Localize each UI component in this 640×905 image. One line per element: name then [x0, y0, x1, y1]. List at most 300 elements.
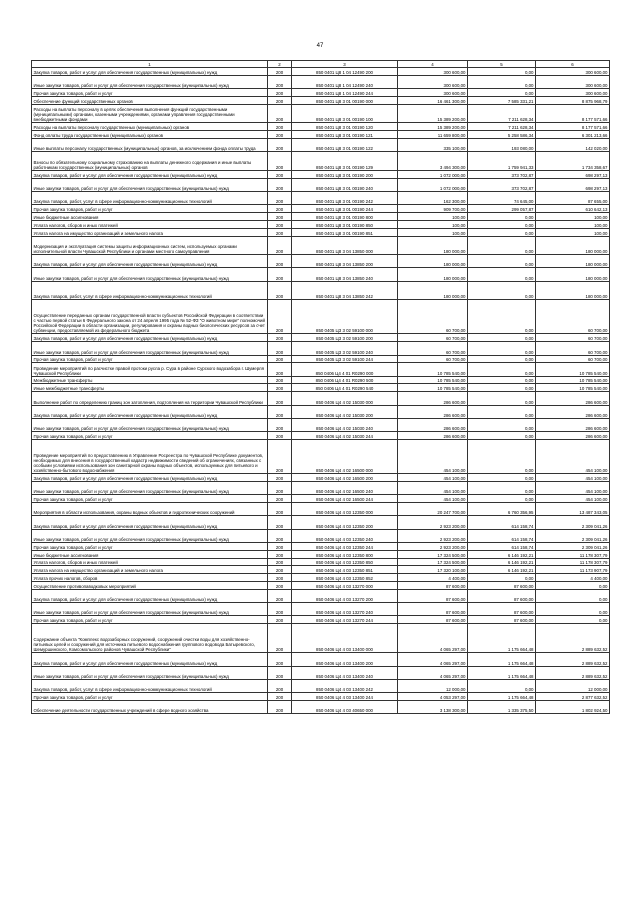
- row-code-cell: 200: [268, 431, 292, 439]
- row-kbk-cell: 850 0406 Ц4 4 03 13270 240: [292, 603, 398, 616]
- row-executed-amount-cell: 0,00: [468, 212, 536, 220]
- row-name-cell: Осуществление противопаводковых мероприятий: [32, 582, 268, 590]
- row-approved-amount-cell: 60 700,00: [398, 300, 468, 334]
- row-name-cell: Уплата прочих налогов, сборов: [32, 574, 268, 582]
- row-kbk-cell: 850 0401 Ц8 3 04 13850 240: [292, 268, 398, 281]
- row-kbk-cell: 850 0406 Ц4 4 03 13400 000: [292, 624, 398, 653]
- row-executed-amount-cell: 0,00: [468, 255, 536, 268]
- row-approved-amount-cell: 17 320 100,00: [398, 566, 468, 574]
- row-kbk-cell: 850 0401 Ц8 3 01 00190 121: [292, 131, 398, 139]
- header-cell: 4: [398, 61, 468, 68]
- row-approved-amount-cell: 1 072 000,00: [398, 178, 468, 191]
- row-executed-amount-cell: 0,00: [468, 431, 536, 439]
- row-unexecuted-amount-cell: 0,00: [536, 616, 610, 624]
- row-approved-amount-cell: 286 600,00: [398, 418, 468, 431]
- row-code-cell: 200: [268, 191, 292, 204]
- table-row: [32, 104, 610, 123]
- row-code-cell: 200: [268, 363, 292, 376]
- row-unexecuted-amount-cell: 8 177 571,66: [536, 104, 610, 123]
- row-name-cell: Иные закупки товаров, работ и услуг для обеспечения государственных (муниципальных) нужд: [32, 529, 268, 542]
- table-row: [32, 503, 610, 516]
- row-executed-amount-cell: 0,00: [468, 334, 536, 342]
- row-approved-amount-cell: 10 785 540,00: [398, 376, 468, 384]
- row-unexecuted-amount-cell: 11 178 307,79: [536, 558, 610, 566]
- table-header-row: [32, 61, 610, 68]
- row-code-cell: 200: [268, 342, 292, 355]
- row-code-cell: 200: [268, 516, 292, 529]
- table-row: [32, 558, 610, 566]
- table-row: [32, 418, 610, 431]
- row-unexecuted-amount-cell: 286 600,00: [536, 392, 610, 405]
- row-kbk-cell: 850 0401 Ц8 3 01 00190 800: [292, 212, 398, 220]
- row-unexecuted-amount-cell: 2 889 632,52: [536, 624, 610, 653]
- row-unexecuted-amount-cell: 2 877 632,52: [536, 693, 610, 701]
- row-kbk-cell: 850 0406 Ц4 4 03 12350 000: [292, 503, 398, 516]
- row-unexecuted-amount-cell: 454 100,00: [536, 439, 610, 473]
- table-row: [32, 236, 610, 255]
- row-executed-amount-cell: 0,00: [468, 89, 536, 97]
- row-executed-amount-cell: 0,00: [468, 392, 536, 405]
- row-name-cell: Иные бюджетные ассигнования: [32, 550, 268, 558]
- table-row: [32, 574, 610, 582]
- row-code-cell: 200: [268, 616, 292, 624]
- table-row: [32, 516, 610, 529]
- row-unexecuted-amount-cell: 286 600,00: [536, 405, 610, 418]
- row-unexecuted-amount-cell: 180 000,00: [536, 255, 610, 268]
- row-kbk-cell: 850 0401 Ц8 1 04 12490 240: [292, 75, 398, 88]
- row-kbk-cell: 850 0406 Ц4 4 03 13400 240: [292, 666, 398, 679]
- row-name-cell: Иные закупки товаров, работ и услуг для обеспечения государственных (муниципальных) нужд: [32, 418, 268, 431]
- table-row: [32, 700, 610, 713]
- row-approved-amount-cell: 2 923 200,00: [398, 542, 468, 550]
- row-name-cell: Закупка товаров, работ и услуг для обеспечения государственных (муниципальных) нужд: [32, 590, 268, 603]
- header-cell: 5: [468, 61, 536, 68]
- row-code-cell: 200: [268, 384, 292, 392]
- row-kbk-cell: 850 0406 Ц4 4 03 12350 850: [292, 558, 398, 566]
- row-executed-amount-cell: 0,00: [468, 281, 536, 300]
- row-code-cell: 200: [268, 96, 292, 104]
- row-code-cell: 200: [268, 590, 292, 603]
- row-approved-amount-cell: 2 923 200,00: [398, 529, 468, 542]
- table-row: [32, 220, 610, 228]
- row-unexecuted-amount-cell: 11 178 307,79: [536, 550, 610, 558]
- row-name-cell: Мероприятия в области использования, охраны водных объектов и гидротехнических сооружений: [32, 503, 268, 516]
- row-kbk-cell: 850 0406 Ц4 4 02 15030 240: [292, 418, 398, 431]
- row-executed-amount-cell: 74 645,00: [468, 191, 536, 204]
- row-code-cell: 200: [268, 582, 292, 590]
- row-kbk-cell: 850 0401 Ц8 3 04 13850 000: [292, 236, 398, 255]
- table-row: [32, 550, 610, 558]
- row-unexecuted-amount-cell: 286 600,00: [536, 418, 610, 431]
- row-approved-amount-cell: 300 600,00: [398, 89, 468, 97]
- row-code-cell: 200: [268, 439, 292, 473]
- row-code-cell: 200: [268, 212, 292, 220]
- row-executed-amount-cell: 87 600,00: [468, 590, 536, 603]
- row-unexecuted-amount-cell: 180 000,00: [536, 236, 610, 255]
- row-executed-amount-cell: 614 158,74: [468, 542, 536, 550]
- row-approved-amount-cell: 454 100,00: [398, 482, 468, 495]
- row-kbk-cell: 850 0401 Ц8 3 01 00190 851: [292, 228, 398, 236]
- row-executed-amount-cell: 0,00: [468, 268, 536, 281]
- table-row: [32, 281, 610, 300]
- row-code-cell: 200: [268, 542, 292, 550]
- row-kbk-cell: 850 0406 Ц4 4 02 15030 244: [292, 431, 398, 439]
- row-approved-amount-cell: 15 389 200,00: [398, 104, 468, 123]
- row-code-cell: 200: [268, 405, 292, 418]
- row-executed-amount-cell: 0,00: [468, 474, 536, 482]
- row-code-cell: 200: [268, 529, 292, 542]
- row-name-cell: Иные бюджетные ассигнования: [32, 212, 268, 220]
- row-executed-amount-cell: 1 175 664,48: [468, 666, 536, 679]
- row-approved-amount-cell: 10 785 540,00: [398, 384, 468, 392]
- row-approved-amount-cell: 17 324 500,00: [398, 550, 468, 558]
- row-code-cell: 200: [268, 666, 292, 679]
- row-kbk-cell: 850 0401 Ц8 3 01 00190 120: [292, 123, 398, 131]
- row-kbk-cell: 850 0401 Ц8 3 01 00190 129: [292, 152, 398, 171]
- row-kbk-cell: 850 0406 Ц4 4 03 12350 200: [292, 516, 398, 529]
- row-executed-amount-cell: 0,00: [468, 384, 536, 392]
- row-executed-amount-cell: 373 702,87: [468, 170, 536, 178]
- row-kbk-cell: 850 0406 Ц4 4 01 R0290 540: [292, 384, 398, 392]
- row-approved-amount-cell: 12 000,00: [398, 679, 468, 692]
- row-unexecuted-amount-cell: 454 100,00: [536, 495, 610, 503]
- row-name-cell: Закупка товаров, работ, услуг в сфере информационно-коммуникационных технологий: [32, 281, 268, 300]
- row-name-cell: Закупка товаров, работ и услуг для обеспечения государственных (муниципальных) нужд: [32, 255, 268, 268]
- row-approved-amount-cell: 3 138 300,00: [398, 700, 468, 713]
- row-approved-amount-cell: 17 324 500,00: [398, 558, 468, 566]
- row-code-cell: 200: [268, 236, 292, 255]
- row-unexecuted-amount-cell: 610 642,13: [536, 205, 610, 213]
- row-kbk-cell: 850 0406 Ц4 4 03 13270 000: [292, 582, 398, 590]
- table-row: [32, 355, 610, 363]
- row-unexecuted-amount-cell: 13 487 343,05: [536, 503, 610, 516]
- row-approved-amount-cell: 2 923 200,00: [398, 516, 468, 529]
- row-approved-amount-cell: 100,00: [398, 212, 468, 220]
- row-executed-amount-cell: 0,00: [468, 574, 536, 582]
- row-unexecuted-amount-cell: 10 785 540,00: [536, 384, 610, 392]
- row-name-cell: Иные закупки товаров, работ и услуг для обеспечения государственных (муниципальных) нужд: [32, 178, 268, 191]
- row-executed-amount-cell: 373 702,87: [468, 178, 536, 191]
- row-name-cell: Иные закупки товаров, работ и услуг для обеспечения государственных (муниципальных) нужд: [32, 268, 268, 281]
- row-kbk-cell: 850 0401 Ц8 1 04 12490 244: [292, 89, 398, 97]
- row-executed-amount-cell: 0,00: [468, 228, 536, 236]
- row-name-cell: Закупка товаров, работ, услуг в сфере информационно-коммуникационных технологий: [32, 191, 268, 204]
- table-row: [32, 191, 610, 204]
- row-name-cell: Уплата налога на имущество организаций и земельного налога: [32, 566, 268, 574]
- row-name-cell: Прочая закупка товаров, работ и услуг: [32, 495, 268, 503]
- row-code-cell: 200: [268, 139, 292, 152]
- table-row: [32, 342, 610, 355]
- row-name-cell: Взносы по обязательному социальному страхованию на выплаты денежного содержания и иные выплаты работникам государственных (муниципальных) органов: [32, 152, 268, 171]
- row-approved-amount-cell: 100,00: [398, 220, 468, 228]
- table-row: [32, 392, 610, 405]
- row-kbk-cell: 850 0406 Ц4 4 03 40650 000: [292, 700, 398, 713]
- row-code-cell: 200: [268, 123, 292, 131]
- row-approved-amount-cell: 180 000,00: [398, 268, 468, 281]
- row-name-cell: Модернизация и эксплуатация системы защиты информационных систем, используемых органами исполнительной власти Чувашской Республики и органами местного самоуправления: [32, 236, 268, 255]
- header-cell: 1: [32, 61, 268, 68]
- row-approved-amount-cell: 60 700,00: [398, 334, 468, 342]
- row-code-cell: 200: [268, 482, 292, 495]
- row-unexecuted-amount-cell: 100,00: [536, 220, 610, 228]
- row-executed-amount-cell: 7 211 628,34: [468, 104, 536, 123]
- row-name-cell: Закупка товаров, работ и услуг для обеспечения государственных (муниципальных) нужд: [32, 334, 268, 342]
- row-unexecuted-amount-cell: 4 400,00: [536, 574, 610, 582]
- table-row: [32, 693, 610, 701]
- row-executed-amount-cell: 7 585 331,21: [468, 96, 536, 104]
- table-row: [32, 384, 610, 392]
- row-unexecuted-amount-cell: 2 889 632,52: [536, 653, 610, 666]
- table-row: [32, 405, 610, 418]
- row-code-cell: 200: [268, 205, 292, 213]
- row-approved-amount-cell: 286 600,00: [398, 392, 468, 405]
- row-kbk-cell: 850 0406 Ц4 4 03 13400 244: [292, 693, 398, 701]
- row-executed-amount-cell: 1 335 375,50: [468, 700, 536, 713]
- table-row: [32, 603, 610, 616]
- row-unexecuted-amount-cell: 698 297,13: [536, 170, 610, 178]
- row-approved-amount-cell: 4 065 297,00: [398, 653, 468, 666]
- row-name-cell: Расходы на выплаты персоналу в целях обеспечения выполнения функций государственными (муниципальными) органами, казенными учреждениями, органами управления государственными внебюджетными фондами: [32, 104, 268, 123]
- row-unexecuted-amount-cell: 8 177 571,66: [536, 123, 610, 131]
- row-executed-amount-cell: 6 146 192,21: [468, 550, 536, 558]
- table-row: [32, 152, 610, 171]
- row-executed-amount-cell: 0,00: [468, 342, 536, 355]
- row-approved-amount-cell: 909 700,00: [398, 205, 468, 213]
- row-code-cell: 200: [268, 574, 292, 582]
- row-kbk-cell: 850 0405 Ц3 3 02 59100 000: [292, 300, 398, 334]
- row-executed-amount-cell: 0,00: [468, 418, 536, 431]
- row-code-cell: 200: [268, 693, 292, 701]
- row-kbk-cell: 850 0405 Ц3 3 02 59100 240: [292, 342, 398, 355]
- row-approved-amount-cell: 3 494 300,00: [398, 152, 468, 171]
- row-unexecuted-amount-cell: 60 700,00: [536, 342, 610, 355]
- row-executed-amount-cell: 1 175 664,48: [468, 624, 536, 653]
- row-kbk-cell: 850 0406 Ц4 4 03 12350 240: [292, 529, 398, 542]
- row-unexecuted-amount-cell: 698 297,13: [536, 178, 610, 191]
- row-unexecuted-amount-cell: 10 785 540,00: [536, 363, 610, 376]
- row-unexecuted-amount-cell: 2 309 041,26: [536, 542, 610, 550]
- row-code-cell: 200: [268, 503, 292, 516]
- table-row: [32, 495, 610, 503]
- row-executed-amount-cell: 1 175 664,48: [468, 653, 536, 666]
- row-kbk-cell: 850 0406 Ц4 4 03 12350 851: [292, 566, 398, 574]
- row-executed-amount-cell: 193 080,00: [468, 139, 536, 152]
- row-kbk-cell: 850 0401 Ц8 1 04 12490 200: [292, 68, 398, 76]
- row-name-cell: Фонд оплаты труда государственных (муниципальных) органов: [32, 131, 268, 139]
- table-row: [32, 582, 610, 590]
- row-name-cell: Закупка товаров, работ и услуг для обеспечения государственных (муниципальных) нужд: [32, 474, 268, 482]
- row-code-cell: 200: [268, 474, 292, 482]
- row-approved-amount-cell: 286 600,00: [398, 405, 468, 418]
- row-unexecuted-amount-cell: 60 700,00: [536, 334, 610, 342]
- row-approved-amount-cell: 300 600,00: [398, 75, 468, 88]
- row-name-cell: Закупка товаров, работ и услуг для обеспечения государственных (муниципальных) нужд: [32, 516, 268, 529]
- row-approved-amount-cell: 162 300,00: [398, 191, 468, 204]
- row-approved-amount-cell: 87 600,00: [398, 616, 468, 624]
- row-approved-amount-cell: 87 600,00: [398, 603, 468, 616]
- row-approved-amount-cell: 454 100,00: [398, 439, 468, 473]
- row-approved-amount-cell: 100,00: [398, 228, 468, 236]
- row-unexecuted-amount-cell: 2 889 632,52: [536, 666, 610, 679]
- table-row: [32, 139, 610, 152]
- row-kbk-cell: 850 0401 Ц8 3 01 00190 200: [292, 170, 398, 178]
- row-code-cell: 200: [268, 89, 292, 97]
- row-name-cell: Иные закупки товаров, работ и услуг для обеспечения государственных (муниципальных) нужд: [32, 75, 268, 88]
- row-code-cell: 200: [268, 68, 292, 76]
- row-approved-amount-cell: 1 072 000,00: [398, 170, 468, 178]
- table-row: [32, 439, 610, 473]
- row-unexecuted-amount-cell: 60 700,00: [536, 355, 610, 363]
- table-row: [32, 178, 610, 191]
- row-executed-amount-cell: 0,00: [468, 363, 536, 376]
- row-approved-amount-cell: 4 400,00: [398, 574, 468, 582]
- table-row: [32, 255, 610, 268]
- row-name-cell: Обеспечение деятельности государственных учреждений в сфере водного хозяйства: [32, 700, 268, 713]
- row-kbk-cell: 850 0401 Ц8 3 01 00190 242: [292, 191, 398, 204]
- row-approved-amount-cell: 180 000,00: [398, 255, 468, 268]
- row-name-cell: Расходы на выплаты персоналу государственных (муниципальных) органов: [32, 123, 268, 131]
- row-unexecuted-amount-cell: 454 100,00: [536, 482, 610, 495]
- row-code-cell: 200: [268, 75, 292, 88]
- row-approved-amount-cell: 4 065 297,00: [398, 666, 468, 679]
- table-row: [32, 566, 610, 574]
- row-name-cell: Прочая закупка товаров, работ и услуг: [32, 431, 268, 439]
- row-name-cell: Уплата налогов, сборов и иных платежей: [32, 220, 268, 228]
- row-name-cell: Иные закупки товаров, работ и услуг для обеспечения государственных (муниципальных) нужд: [32, 603, 268, 616]
- row-kbk-cell: 850 0401 Ц8 3 04 13850 242: [292, 281, 398, 300]
- row-approved-amount-cell: 286 600,00: [398, 431, 468, 439]
- row-executed-amount-cell: 614 158,74: [468, 529, 536, 542]
- row-executed-amount-cell: 0,00: [468, 75, 536, 88]
- row-code-cell: 200: [268, 152, 292, 171]
- row-executed-amount-cell: 0,00: [468, 236, 536, 255]
- row-kbk-cell: 850 0406 Ц4 4 03 13270 200: [292, 590, 398, 603]
- row-name-cell: Прочая закупка товаров, работ и услуг: [32, 616, 268, 624]
- row-kbk-cell: 850 0406 Ц4 4 01 R0290 000: [292, 363, 398, 376]
- row-kbk-cell: 850 0406 Ц4 4 02 16500 200: [292, 474, 398, 482]
- row-executed-amount-cell: 0,00: [468, 482, 536, 495]
- row-code-cell: 200: [268, 228, 292, 236]
- table-row: [32, 616, 610, 624]
- row-executed-amount-cell: 5 258 586,34: [468, 131, 536, 139]
- row-kbk-cell: 850 0401 Ц8 3 01 00190 100: [292, 104, 398, 123]
- row-name-cell: Иные межбюджетные трансферты: [32, 384, 268, 392]
- row-unexecuted-amount-cell: 10 785 540,00: [536, 376, 610, 384]
- row-executed-amount-cell: 0,00: [468, 495, 536, 503]
- row-name-cell: Прочая закупка товаров, работ и услуг: [32, 205, 268, 213]
- row-approved-amount-cell: 10 785 540,00: [398, 363, 468, 376]
- row-name-cell: Выполнение работ по определению границ зон затопления, подтопления на территории Чувашской Республики: [32, 392, 268, 405]
- row-code-cell: 200: [268, 300, 292, 334]
- budget-execution-table: [31, 60, 610, 714]
- row-name-cell: Закупка товаров, работ и услуг для обеспечения государственных (муниципальных) нужд: [32, 653, 268, 666]
- row-name-cell: Прочая закупка товаров, работ и услуг: [32, 542, 268, 550]
- row-unexecuted-amount-cell: 2 309 041,26: [536, 529, 610, 542]
- row-unexecuted-amount-cell: 1 802 924,50: [536, 700, 610, 713]
- row-executed-amount-cell: 0,00: [468, 376, 536, 384]
- table-row: [32, 212, 610, 220]
- row-executed-amount-cell: 0,00: [468, 355, 536, 363]
- row-unexecuted-amount-cell: 142 020,00: [536, 139, 610, 152]
- row-approved-amount-cell: 15 389 200,00: [398, 123, 468, 131]
- row-code-cell: 200: [268, 178, 292, 191]
- page-number: 47: [316, 43, 324, 49]
- table-row: [32, 131, 610, 139]
- row-code-cell: 200: [268, 495, 292, 503]
- row-kbk-cell: 850 0406 Ц4 4 03 13400 200: [292, 653, 398, 666]
- row-unexecuted-amount-cell: 2 309 041,26: [536, 516, 610, 529]
- table-row: [32, 68, 610, 76]
- row-unexecuted-amount-cell: 0,00: [536, 582, 610, 590]
- row-name-cell: Иные закупки товаров, работ и услуг для обеспечения государственных (муниципальных) нужд: [32, 342, 268, 355]
- row-unexecuted-amount-cell: 100,00: [536, 212, 610, 220]
- row-approved-amount-cell: 87 600,00: [398, 582, 468, 590]
- header-cell: 6: [536, 61, 610, 68]
- header-cell: 3: [292, 61, 398, 68]
- row-name-cell: Проведение мероприятий по предоставлению в Управление Росреестра по Чувашской Республике документов, необходимых для внесения в государственный кадастр недвижимости сведений об ограничениях, связанных с особыми условиями использования зон санитарной охраны водных объектов, используемых для питьевого и хозяйственно-бытового водоснабжения: [32, 439, 268, 473]
- row-code-cell: 200: [268, 392, 292, 405]
- row-kbk-cell: 850 0406 Ц4 4 03 13400 242: [292, 679, 398, 692]
- row-kbk-cell: 850 0405 Ц3 3 02 59100 200: [292, 334, 398, 342]
- row-unexecuted-amount-cell: 180 000,00: [536, 268, 610, 281]
- row-executed-amount-cell: 614 158,74: [468, 516, 536, 529]
- table-row: [32, 679, 610, 692]
- row-approved-amount-cell: 87 600,00: [398, 590, 468, 603]
- table-row: [32, 123, 610, 131]
- table-row: [32, 624, 610, 653]
- row-kbk-cell: 850 0406 Ц4 4 02 16500 240: [292, 482, 398, 495]
- row-unexecuted-amount-cell: 6 301 213,66: [536, 131, 610, 139]
- table-row: [32, 376, 610, 384]
- table-row: [32, 363, 610, 376]
- table-body: [32, 61, 610, 714]
- row-approved-amount-cell: 4 053 297,00: [398, 693, 468, 701]
- row-name-cell: Прочая закупка товаров, работ и услуг: [32, 89, 268, 97]
- row-name-cell: Уплата налога на имущество организаций и земельного налога: [32, 228, 268, 236]
- row-unexecuted-amount-cell: 300 600,00: [536, 89, 610, 97]
- table-row: [32, 89, 610, 97]
- row-code-cell: 200: [268, 104, 292, 123]
- table-row: [32, 334, 610, 342]
- row-name-cell: Иные выплаты персоналу государственных (муниципальных) органов, за исключением фонда оплаты труда: [32, 139, 268, 152]
- row-name-cell: Осуществление переданных органам государственной власти субъектов Российской Федерации в соответствии с частью первой статьи 6 Федерального закона от 24 апреля 1995 года № 52-ФЗ "О животном мире" полномочий Российской Федерации в области организации, регулирования и охраны водных биологических ресурсов за счет субвенции, предоставляемой из федерального бюджета: [32, 300, 268, 334]
- row-code-cell: 200: [268, 268, 292, 281]
- row-code-cell: 200: [268, 418, 292, 431]
- row-executed-amount-cell: 1 759 941,33: [468, 152, 536, 171]
- row-kbk-cell: 850 0406 Ц4 4 02 16500 000: [292, 439, 398, 473]
- row-approved-amount-cell: 180 000,00: [398, 281, 468, 300]
- row-name-cell: Обеспечение функций государственных органов: [32, 96, 268, 104]
- row-unexecuted-amount-cell: 8 875 968,79: [536, 96, 610, 104]
- row-code-cell: 200: [268, 355, 292, 363]
- row-name-cell: Содержание объекта "Комплекс водозаборных сооружений, сооружений очистки воды для хозяйственно-питьевых целей и сооружений для источника питьевого водоснабжения группового водовода Батыревского, Шемуршинского, Комсомольского районов Чувашской Республики": [32, 624, 268, 653]
- table-row: [32, 653, 610, 666]
- row-kbk-cell: 850 0401 Ц8 3 01 00190 240: [292, 178, 398, 191]
- row-kbk-cell: 850 0406 Ц4 4 03 12350 852: [292, 574, 398, 582]
- row-code-cell: 200: [268, 550, 292, 558]
- row-unexecuted-amount-cell: 100,00: [536, 228, 610, 236]
- table-row: [32, 268, 610, 281]
- row-approved-amount-cell: 300 600,00: [398, 68, 468, 76]
- table-row: [32, 666, 610, 679]
- table-row: [32, 96, 610, 104]
- row-code-cell: 200: [268, 255, 292, 268]
- table-row: [32, 170, 610, 178]
- row-name-cell: Закупка товаров, работ, услуг в сфере информационно-коммуникационных технологий: [32, 679, 268, 692]
- row-unexecuted-amount-cell: 87 655,00: [536, 191, 610, 204]
- row-name-cell: Закупка товаров, работ и услуг для обеспечения государственных (муниципальных) нужд: [32, 405, 268, 418]
- row-executed-amount-cell: 0,00: [468, 679, 536, 692]
